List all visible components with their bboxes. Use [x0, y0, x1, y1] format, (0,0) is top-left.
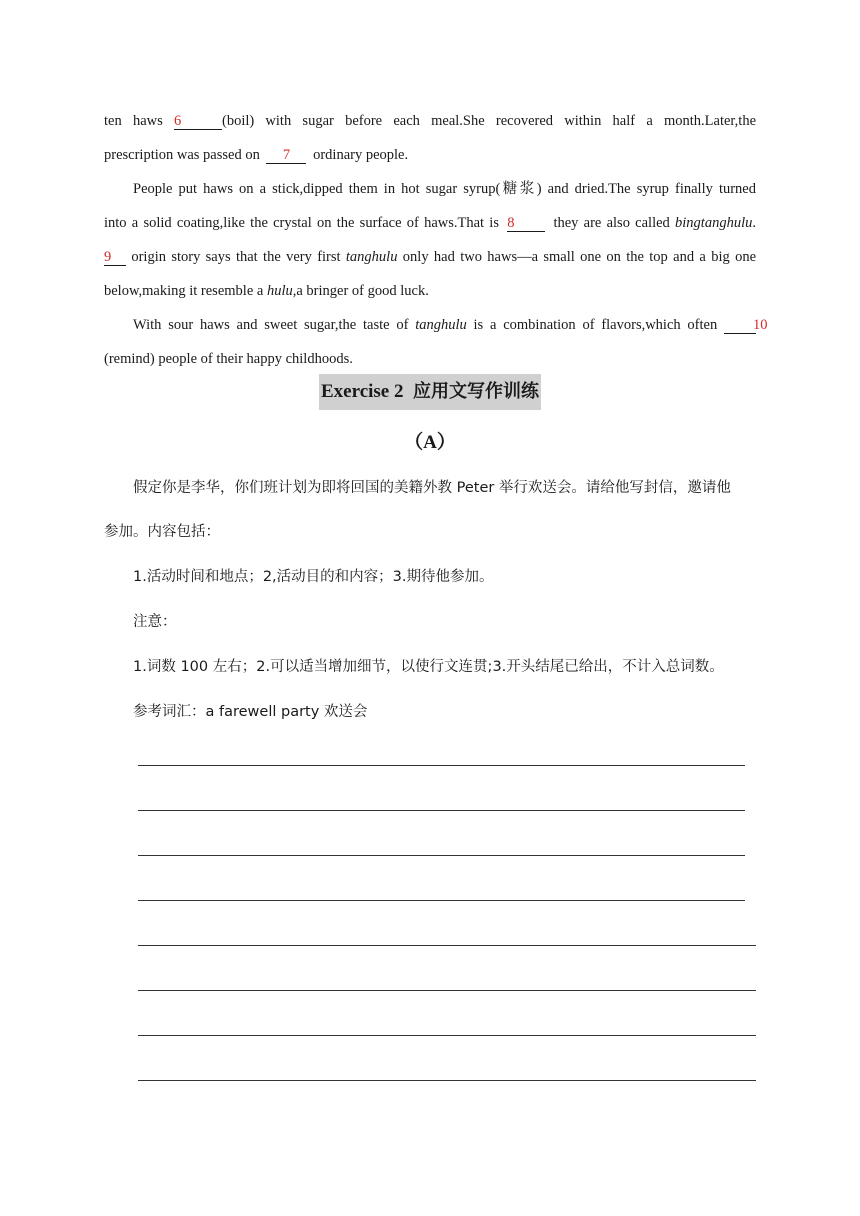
passage-line [104, 308, 768, 342]
passage-line [104, 274, 756, 308]
blank-8[interactable]: 8 [507, 215, 545, 232]
text: (remind) people of their happy childhoods. [104, 351, 353, 367]
passage-line [104, 342, 756, 376]
blank-7[interactable]: 7 [266, 147, 306, 164]
text: prescription was passed on [104, 147, 260, 163]
task-line: 1.词数 100 左右；2.可以适当增加细节，以使行文连贯;3.开头结尾已给出，不计入总词数。 [133, 659, 724, 675]
italic-term: hulu [266, 283, 293, 299]
text: . [752, 215, 756, 231]
task-line: 假定你是李华，你们班计划为即将回国的美籍外教 Peter 举行欢送会。请给他写封信，邀请他 [133, 480, 731, 496]
writing-line[interactable] [138, 900, 745, 901]
italic-term: tanghulu [415, 317, 467, 333]
text: origin story says that the very first [131, 249, 346, 265]
task-line: 1.活动时间和地点；2,活动目的和内容；3.期待他参加。 [133, 569, 494, 585]
text: into a solid coating,like the crystal on the surface of haws.That is [104, 215, 499, 231]
writing-line[interactable] [138, 990, 756, 991]
text: is a combination of flavors,which often [466, 317, 718, 333]
writing-line[interactable] [138, 1080, 756, 1081]
text: ten haws [104, 113, 163, 129]
italic-term: bingtanghulu [675, 215, 753, 231]
task-line: 参加。内容包括： [104, 524, 220, 540]
blank-10[interactable]: 10 [724, 317, 756, 334]
exercise-title-cn: 应用文写作训练 [413, 381, 539, 402]
writing-line[interactable] [138, 810, 745, 811]
task-line: 注意： [133, 614, 177, 630]
blank-9[interactable]: 9 [104, 249, 126, 266]
text: (boil) with sugar before each meal.She recovered within half a month.Later,the [221, 113, 757, 129]
writing-line[interactable] [138, 1035, 756, 1036]
passage-line [104, 104, 756, 138]
exercise-title-en: Exercise 2 [321, 381, 404, 402]
italic-term: tanghulu [345, 249, 398, 265]
text: ordinary people. [313, 147, 409, 163]
exercise-heading-wrap [0, 374, 860, 410]
text: With sour haws and sweet sugar,the taste of [133, 317, 416, 333]
writing-line[interactable] [138, 855, 745, 856]
text: ,a bringer of good luck. [292, 283, 429, 299]
text: People put haws on a stick,dipped them in hot sugar syrup(糖浆) and dried.The syrup finally turned [133, 181, 756, 197]
text: below,making it resemble a [104, 283, 267, 299]
exercise-heading [319, 374, 541, 410]
passage-line [104, 206, 756, 240]
passage-line [104, 138, 756, 172]
writing-line[interactable] [138, 765, 745, 766]
writing-line[interactable] [138, 945, 756, 946]
passage-line [104, 172, 756, 206]
text: they are also called [553, 215, 676, 231]
task-line: 参考词汇：a farewell party 欢送会 [133, 704, 368, 720]
passage-line [104, 240, 756, 274]
exercise-subtitle: （A） [404, 432, 456, 453]
blank-6[interactable]: 6 [174, 113, 222, 130]
text: only had two haws—a small one on the top and a big one [397, 249, 756, 265]
